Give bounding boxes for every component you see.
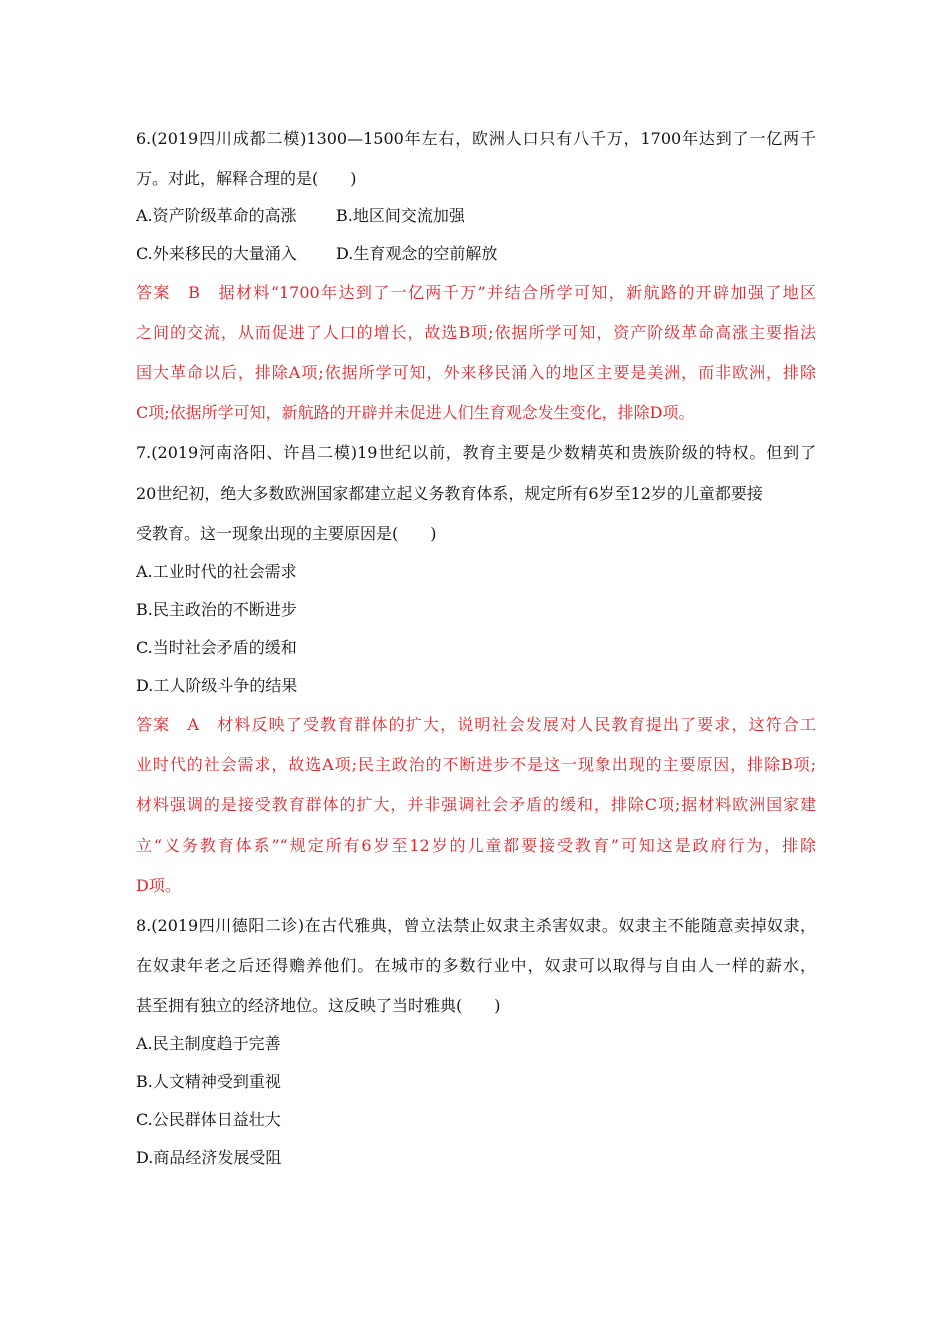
q7-stem-line-3: 受教育。这一现象出现的主要原因是( ) <box>136 524 437 543</box>
q6-answer-line-3: 国大革命以后，排除A项;依据所学可知，外来移民涌入的地区主要是美洲，而非欧洲，排除 <box>136 363 816 382</box>
q8-stem-line-3: 甚至拥有独立的经济地位。这反映了当时雅典( ) <box>136 996 501 1015</box>
q7-answer-line-2: 业时代的社会需求，故选A项;民主政治的不断进步不是这一现象出现的主要原因，排除B项; <box>136 755 816 774</box>
q6-option-d: D.生育观念的空前解放 <box>336 244 498 263</box>
q6-answer-line-4: C项;依据所学可知，新航路的开辟并未促进人们生育观念发生变化，排除D项。 <box>136 403 695 422</box>
q6-option-a: A.资产阶级革命的高涨 <box>136 206 297 225</box>
q7-option-b: B.民主政治的不断进步 <box>136 600 297 619</box>
q7-stem-line-1: 7.(2019河南洛阳、许昌二模)19世纪以前，教育主要是少数精英和贵族阶级的特权。但到了 <box>136 443 816 462</box>
q7-stem-line-2: 20世纪初，绝大多数欧洲国家都建立起义务教育体系，规定所有6岁至12岁的儿童都要接 <box>136 484 763 503</box>
q8-stem-line-2: 在奴隶年老之后还得赡养他们。在城市的多数行业中，奴隶可以取得与自由人一样的薪水， <box>136 956 816 975</box>
q7-option-a: A.工业时代的社会需求 <box>136 562 297 581</box>
q7-option-d: D.工人阶级斗争的结果 <box>136 676 298 695</box>
q6-answer-line-2: 之间的交流，从而促进了人口的增长，故选B项;依据所学可知，资产阶级革命高涨主要指法 <box>136 323 816 342</box>
q6-stem-line-2: 万。对此，解释合理的是( ) <box>136 169 357 188</box>
q7-option-c: C.当时社会矛盾的缓和 <box>136 638 297 657</box>
q8-option-b: B.人文精神受到重视 <box>136 1072 281 1091</box>
q8-stem-line-1: 8.(2019四川德阳二诊)在古代雅典，曾立法禁止奴隶主杀害奴隶。奴隶主不能随意卖掉奴隶， <box>136 916 816 935</box>
q6-options-row-1 <box>136 203 816 229</box>
q6-option-b: B.地区间交流加强 <box>336 206 465 225</box>
q8-option-a: A.民主制度趋于完善 <box>136 1034 281 1053</box>
q7-answer-line-4: 立“义务教育体系”“规定所有6岁至12岁的儿童都要接受教育”可知这是政府行为，排除 <box>136 836 816 855</box>
q7-answer-line-5: D项。 <box>136 876 181 895</box>
q7-answer-line-3: 材料强调的是接受教育群体的扩大，并非强调社会矛盾的缓和，排除C项;据材料欧洲国家建 <box>136 795 816 814</box>
q6-options-row-2 <box>136 241 816 267</box>
q8-option-c: C.公民群体日益壮大 <box>136 1110 281 1129</box>
q6-option-c: C.外来移民的大量涌入 <box>136 244 297 263</box>
q7-answer-line-1: 答案 A 材料反映了受教育群体的扩大，说明社会发展对人民教育提出了要求，这符合工 <box>136 715 816 734</box>
q6-answer-line-1: 答案 B 据材料“1700年达到了一亿两千万”并结合所学可知，新航路的开辟加强了地区 <box>136 283 816 302</box>
q6-stem-line-1: 6.(2019四川成都二模)1300—1500年左右，欧洲人口只有八千万，1700年达到了一亿两千 <box>136 129 816 148</box>
q8-option-d: D.商品经济发展受阻 <box>136 1148 282 1167</box>
